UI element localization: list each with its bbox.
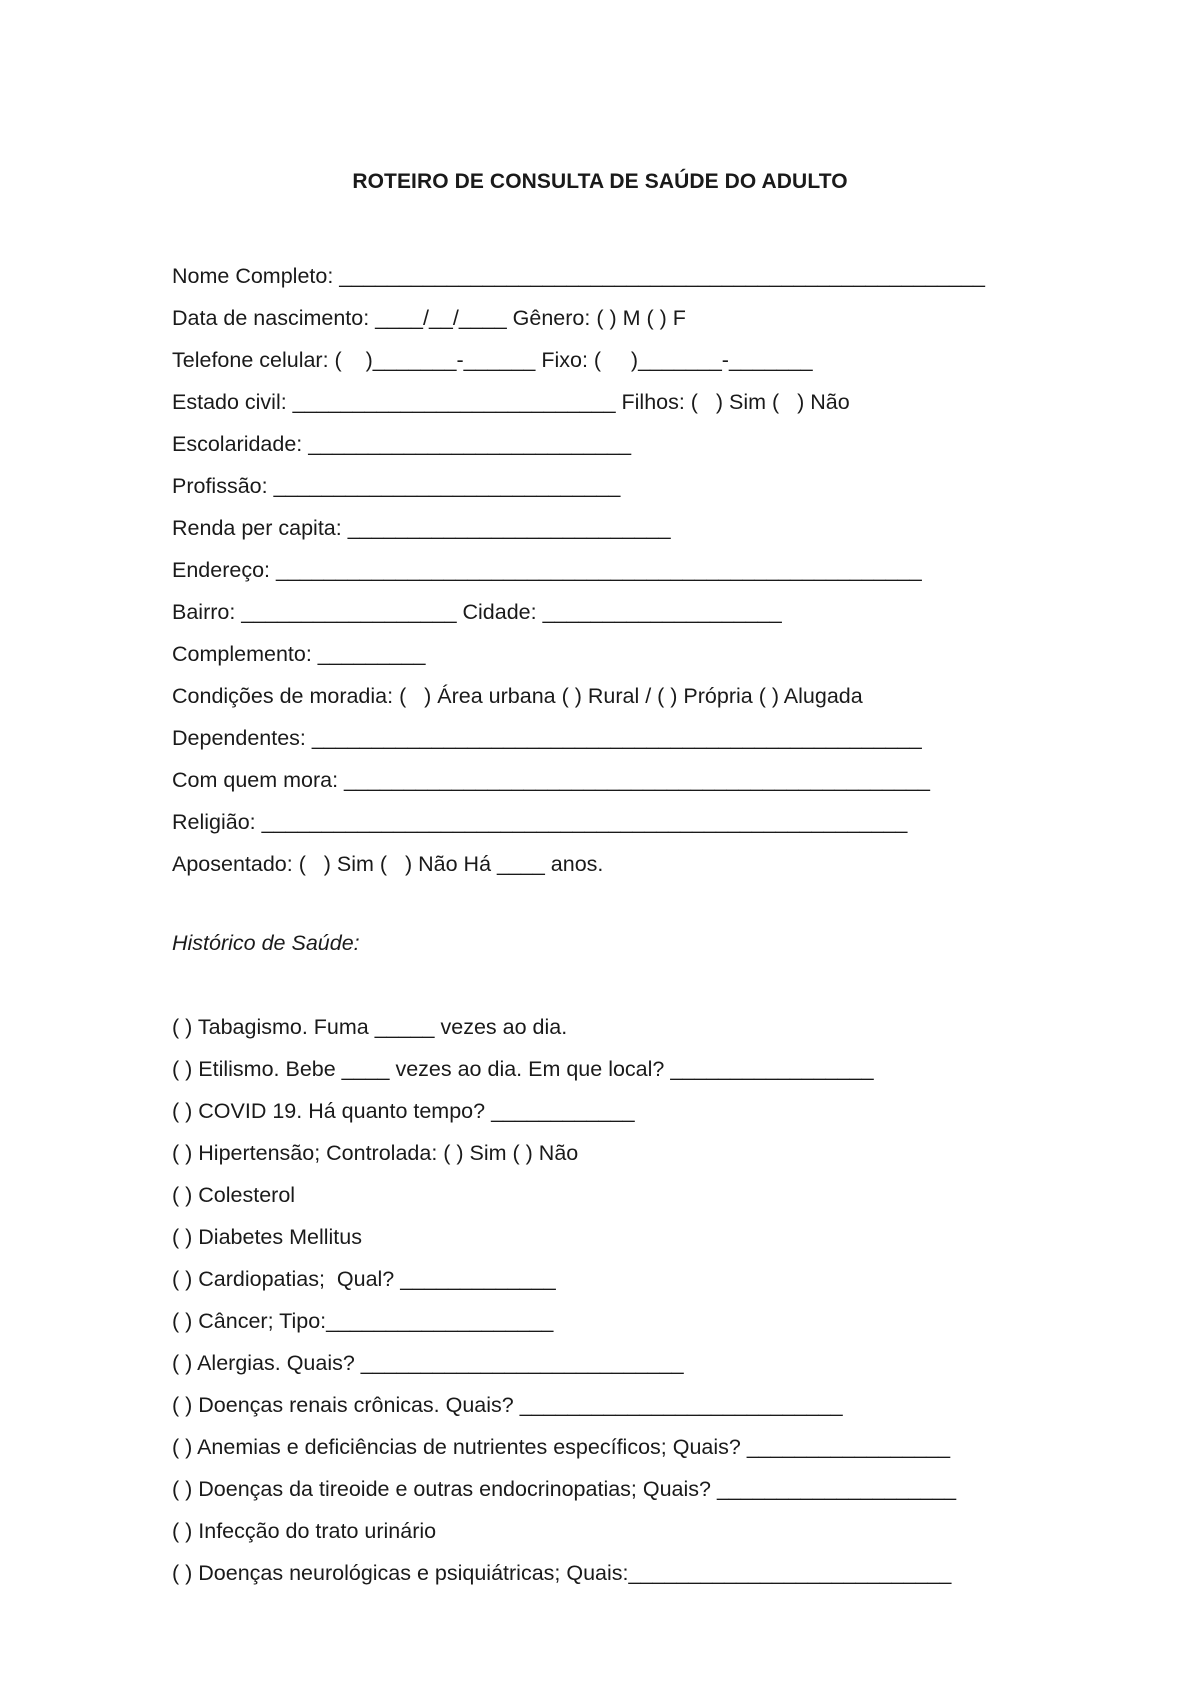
field-data-nascimento-genero: Data de nascimento: ____/__/____ Gênero: ( ) M ( ) F <box>172 306 686 330</box>
health-item-diabetes: ( ) Diabetes Mellitus <box>172 1225 362 1249</box>
field-nome-completo: Nome Completo: ______________________________________________________ <box>172 264 985 288</box>
personal-info-fields <box>172 255 985 885</box>
health-item-neurologicas: ( ) Doenças neurológicas e psiquiátricas; Quais:___________________________ <box>172 1561 952 1585</box>
field-estado-civil-filhos: Estado civil: ___________________________ Filhos: ( ) Sim ( ) Não <box>172 390 850 414</box>
health-item-cardiopatias: ( ) Cardiopatias; Qual? _____________ <box>172 1267 556 1291</box>
field-profissao: Profissão: _____________________________ <box>172 474 621 498</box>
health-history-heading: Histórico de Saúde: <box>172 931 360 955</box>
field-endereco: Endereço: ______________________________________________________ <box>172 558 922 582</box>
health-item-tabagismo: ( ) Tabagismo. Fuma _____ vezes ao dia. <box>172 1015 568 1039</box>
health-item-tireoide: ( ) Doenças da tireoide e outras endocrinopatias; Quais? ____________________ <box>172 1477 957 1501</box>
health-item-colesterol: ( ) Colesterol <box>172 1183 296 1207</box>
field-complemento: Complemento: _________ <box>172 642 426 666</box>
health-item-etilismo: ( ) Etilismo. Bebe ____ vezes ao dia. Em que local? _________________ <box>172 1057 874 1081</box>
field-bairro-cidade: Bairro: __________________ Cidade: ____________________ <box>172 600 782 624</box>
field-aposentado: Aposentado: ( ) Sim ( ) Não Há ____ anos. <box>172 852 604 876</box>
field-escolaridade: Escolaridade: ___________________________ <box>172 432 632 456</box>
field-dependentes: Dependentes: ___________________________________________________ <box>172 726 922 750</box>
health-history-items <box>172 1006 956 1594</box>
field-condicoes-moradia: Condições de moradia: ( ) Área urbana ( ) Rural / ( ) Própria ( ) Alugada <box>172 684 863 708</box>
field-com-quem-mora: Com quem mora: _________________________________________________ <box>172 768 930 792</box>
health-item-alergias: ( ) Alergias. Quais? ___________________________ <box>172 1351 684 1375</box>
field-telefone: Telefone celular: ( )_______-______ Fixo: ( )_______-_______ <box>172 348 813 372</box>
health-item-anemias: ( ) Anemias e deficiências de nutrientes específicos; Quais? _________________ <box>172 1435 951 1459</box>
field-renda-per-capita: Renda per capita: ___________________________ <box>172 516 671 540</box>
health-item-hipertensao: ( ) Hipertensão; Controlada: ( ) Sim ( ) Não <box>172 1141 579 1165</box>
health-item-infeccao-urinaria: ( ) Infecção do trato urinário <box>172 1519 437 1543</box>
health-item-cancer: ( ) Câncer; Tipo:___________________ <box>172 1309 554 1333</box>
field-religiao: Religião: ______________________________________________________ <box>172 810 908 834</box>
health-item-covid: ( ) COVID 19. Há quanto tempo? ____________ <box>172 1099 635 1123</box>
health-item-doencas-renais: ( ) Doenças renais crônicas. Quais? ___________________________ <box>172 1393 843 1417</box>
document-title: ROTEIRO DE CONSULTA DE SAÚDE DO ADULTO <box>352 170 848 193</box>
